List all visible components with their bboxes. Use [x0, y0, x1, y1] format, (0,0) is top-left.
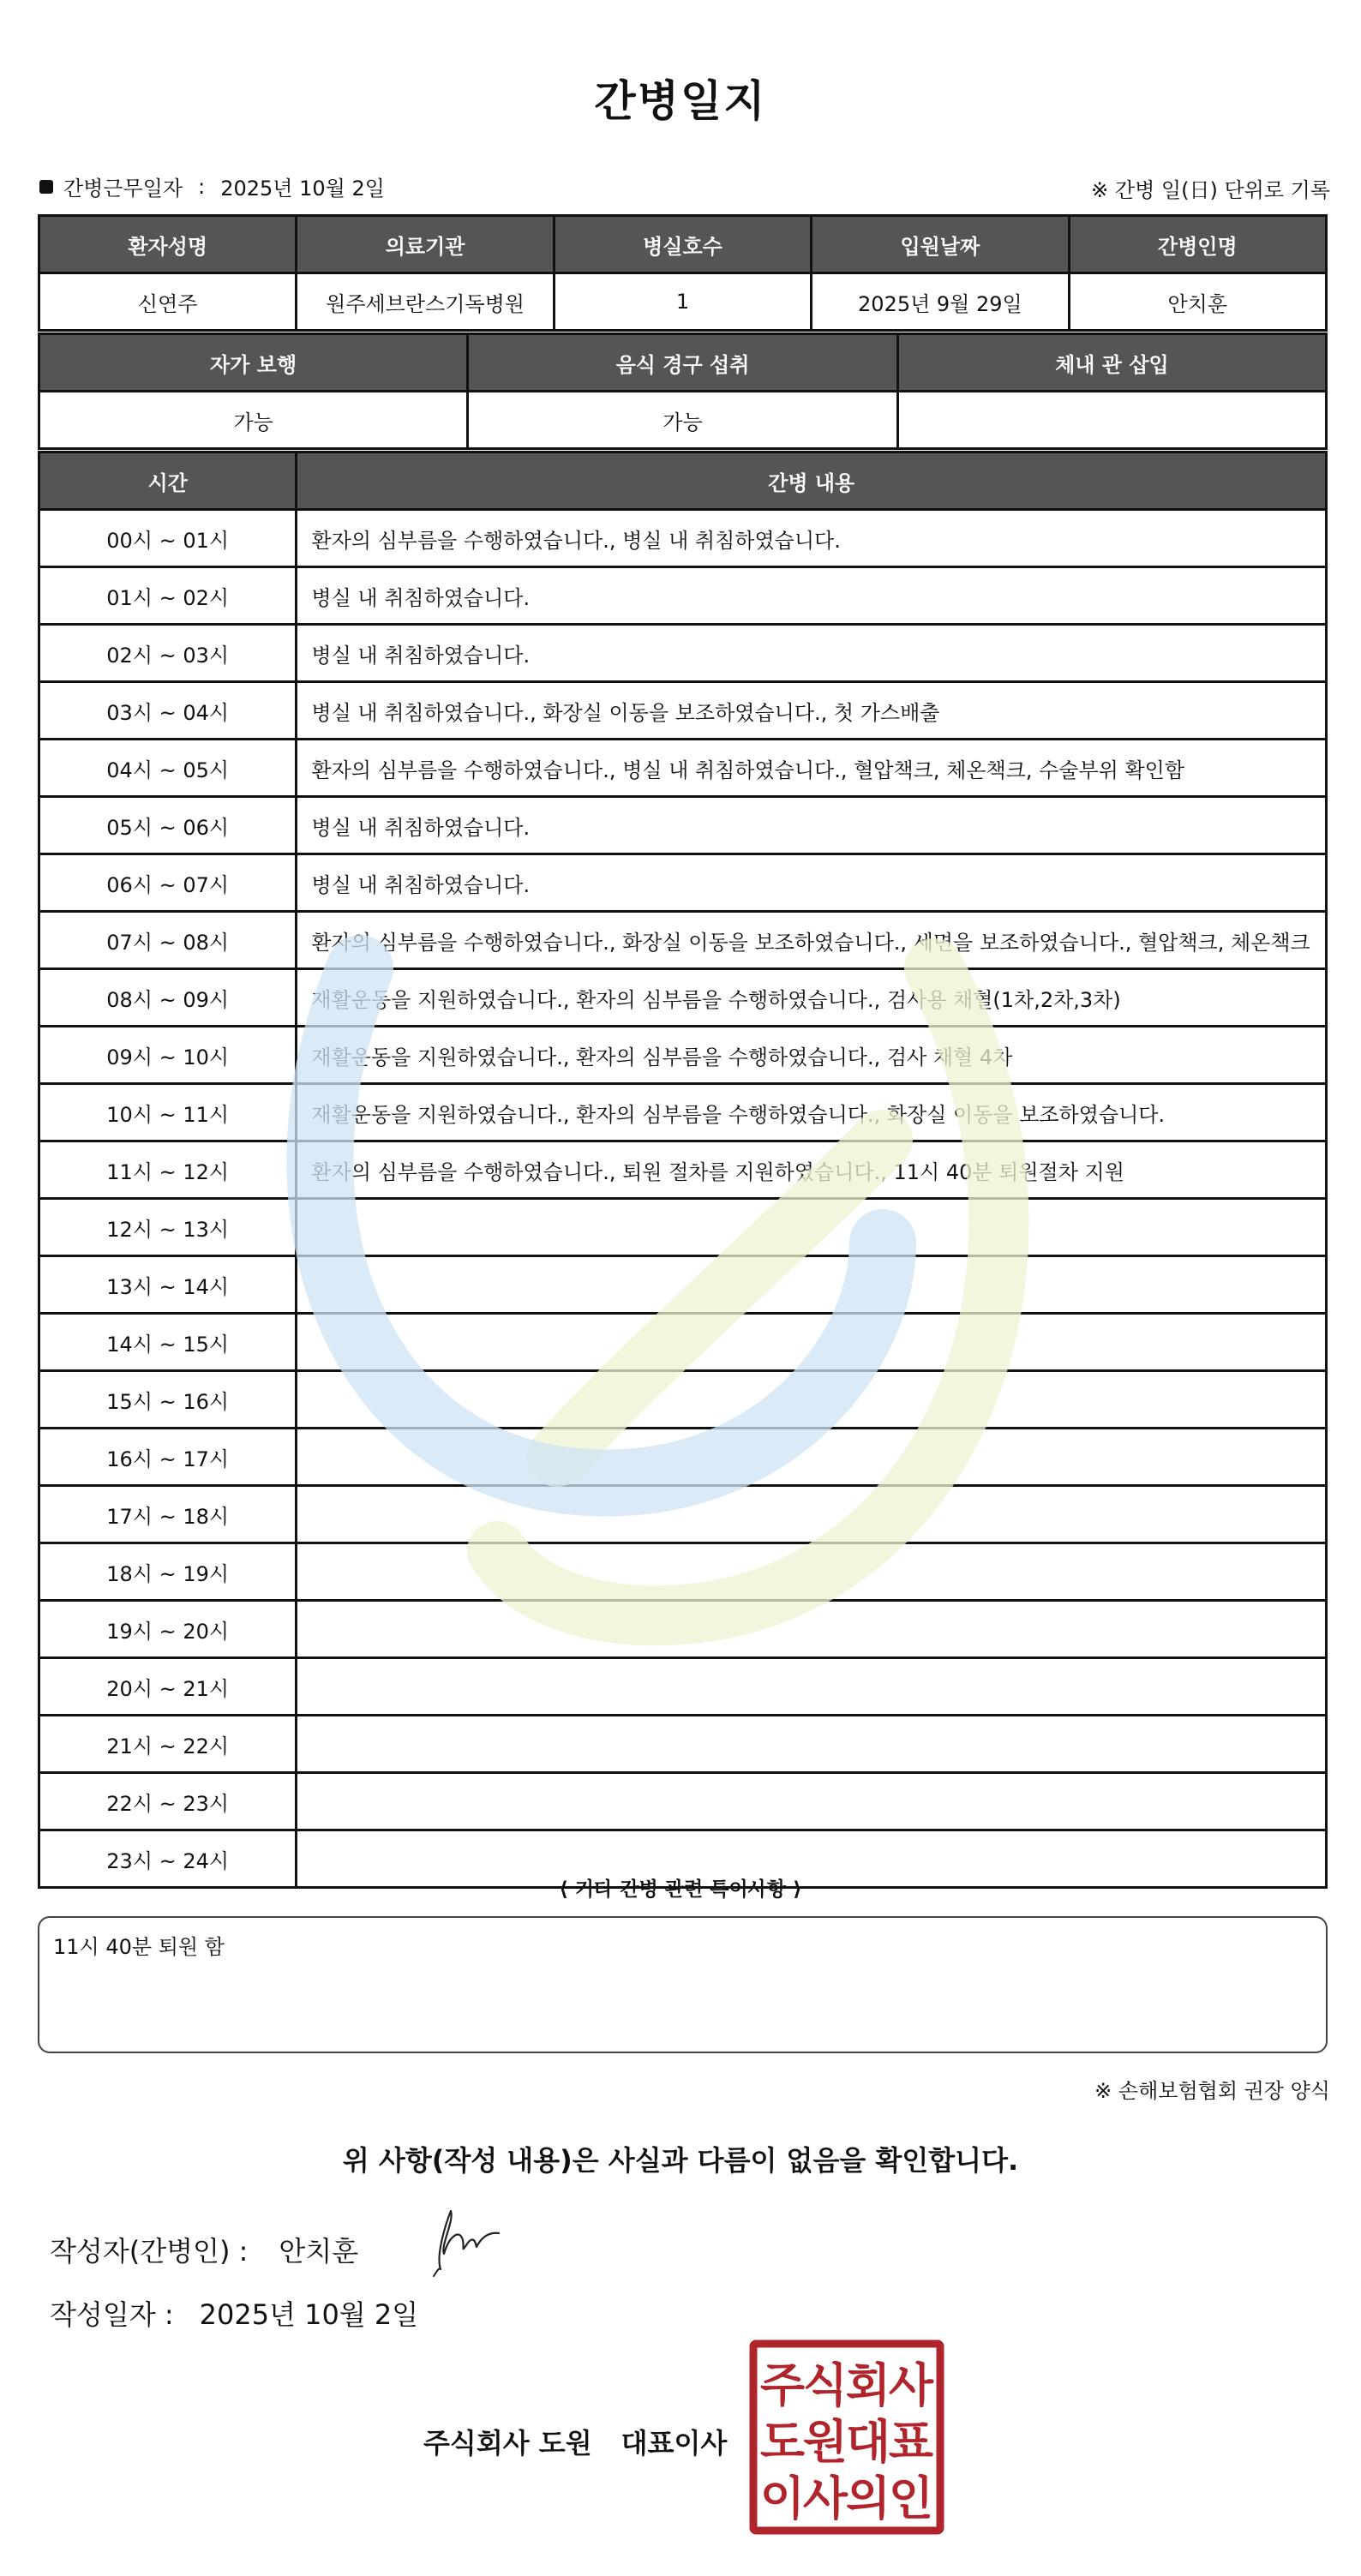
medical-institution: 원주세브란스기독병원	[297, 273, 554, 331]
care-log-time: 14시 ~ 15시	[39, 1314, 297, 1371]
writer-name: 안치훈	[279, 2235, 359, 2267]
care-log-row	[39, 510, 1327, 567]
seal-character: 이	[759, 2471, 806, 2525]
care-log-row	[39, 1543, 1327, 1601]
work-date-row	[39, 171, 385, 201]
admission-date: 2025년 9월 29일	[812, 273, 1069, 331]
form-note: ※ 손해보험협회 권장 양식	[1094, 2079, 1330, 2103]
patient-status-value-row	[39, 392, 1327, 449]
care-log-content	[297, 1256, 1327, 1314]
seal-character: 원	[802, 2415, 848, 2469]
care-log-row	[39, 797, 1327, 854]
care-log-content	[297, 1371, 1327, 1429]
seal-character: 사	[888, 2358, 934, 2412]
care-log-time: 03시 ~ 04시	[39, 682, 297, 740]
care-log-time: 07시 ~ 08시	[39, 912, 297, 969]
company-seal-stamp	[749, 2339, 944, 2535]
care-log-content: 병실 내 취침하였습니다., 화장실 이동을 보조하였습니다., 첫 가스배출	[297, 682, 1327, 740]
seal-character: 인	[888, 2471, 934, 2525]
company-name: 주식회사 도원	[423, 2427, 592, 2459]
care-log-content	[297, 1658, 1327, 1716]
header-care-content: 간병 내용	[297, 452, 1327, 510]
care-log-time: 15시 ~ 16시	[39, 1371, 297, 1429]
care-log-time: 04시 ~ 05시	[39, 740, 297, 797]
patient-info-table	[38, 214, 1328, 332]
patient-status-table	[38, 332, 1328, 450]
company-signature-row	[423, 2422, 727, 2461]
special-notes-title: ⟨ 기타 간병 관련 특이사항 ⟩	[559, 1878, 802, 1901]
care-log-time: 21시 ~ 22시	[39, 1716, 297, 1773]
care-log-time: 18시 ~ 19시	[39, 1543, 297, 1601]
care-log-row	[39, 1199, 1327, 1256]
record-note: ※ 간병 일(日) 단위로 기록	[1091, 178, 1330, 202]
seal-character: 의	[845, 2471, 891, 2525]
care-log-time: 02시 ~ 03시	[39, 625, 297, 682]
care-log-time: 11시 ~ 12시	[39, 1141, 297, 1199]
care-log-row	[39, 1314, 1327, 1371]
header-time: 시간	[39, 452, 297, 510]
header-oral-intake: 음식 경구 섭취	[468, 334, 898, 392]
care-log-row	[39, 1371, 1327, 1429]
care-log-row	[39, 567, 1327, 625]
patient-name: 신연주	[39, 273, 297, 331]
care-log-table	[38, 451, 1328, 1889]
care-log-content	[297, 1199, 1327, 1256]
patient-status-header-row	[39, 334, 1327, 392]
page-title: 간병일지	[594, 76, 767, 126]
care-log-time: 13시 ~ 14시	[39, 1256, 297, 1314]
confirmation-statement: 위 사항(작성 내용)은 사실과 다름이 없음을 확인합니다.	[342, 2144, 1019, 2177]
care-log-content: 병실 내 취침하였습니다.	[297, 797, 1327, 854]
care-log-time: 01시 ~ 02시	[39, 567, 297, 625]
written-date-label: 작성일자 :	[50, 2298, 174, 2331]
header-medical-institution: 의료기관	[297, 216, 554, 273]
company-representative-title: 대표이사	[621, 2427, 728, 2459]
care-log-row	[39, 740, 1327, 797]
care-log-row	[39, 682, 1327, 740]
header-room-number: 병실호수	[554, 216, 811, 273]
work-date-label: 간병근무일자	[63, 177, 183, 201]
seal-character: 회	[845, 2358, 891, 2412]
self-walking-value: 가능	[39, 392, 468, 449]
written-date-value: 2025년 10월 2일	[199, 2298, 419, 2331]
care-log-time: 08시 ~ 09시	[39, 969, 297, 1027]
work-date-value: 2025년 10월 2일	[220, 177, 385, 201]
care-log-time: 00시 ~ 01시	[39, 510, 297, 567]
care-log-header-row	[39, 452, 1327, 510]
seal-character: 사	[802, 2471, 848, 2525]
care-log-content: 환자의 심부름을 수행하였습니다., 화장실 이동을 보조하였습니다., 세면을 보조하였습니다., 혈압책크, 체온책크	[297, 912, 1327, 969]
seal-character: 도	[759, 2415, 806, 2469]
care-log-time: 23시 ~ 24시	[39, 1830, 297, 1888]
care-log-content: 환자의 심부름을 수행하였습니다., 퇴원 절차를 지원하였습니다., 11시 40분 퇴원절차 지원	[297, 1141, 1327, 1199]
work-date-separator: :	[198, 174, 206, 199]
bullet-square-icon	[39, 180, 53, 194]
writer-row	[50, 2230, 358, 2269]
care-log-content: 병실 내 취침하였습니다.	[297, 625, 1327, 682]
care-log-content: 환자의 심부름을 수행하였습니다., 병실 내 취침하였습니다., 혈압책크, 체온책크, 수술부위 확인함	[297, 740, 1327, 797]
special-notes-box: 11시 40분 퇴원 함	[38, 1916, 1328, 2053]
care-log-row	[39, 1084, 1327, 1141]
care-log-row	[39, 1256, 1327, 1314]
care-log-time: 05시 ~ 06시	[39, 797, 297, 854]
room-number: 1	[554, 273, 811, 331]
care-log-time: 09시 ~ 10시	[39, 1027, 297, 1084]
header-tube-insertion: 체내 관 삽입	[897, 334, 1326, 392]
care-log-content	[297, 1601, 1327, 1658]
seal-character: 식	[802, 2358, 848, 2412]
care-log-time: 19시 ~ 20시	[39, 1601, 297, 1658]
oral-intake-value: 가능	[468, 392, 898, 449]
written-date-row	[50, 2293, 418, 2333]
care-log-row	[39, 969, 1327, 1027]
care-log-content: 재활운동을 지원하였습니다., 환자의 심부름을 수행하였습니다., 검사 채혈 4차	[297, 1027, 1327, 1084]
care-log-content: 병실 내 취침하였습니다.	[297, 854, 1327, 912]
care-log-content: 환자의 심부름을 수행하였습니다., 병실 내 취침하였습니다.	[297, 510, 1327, 567]
care-log-row	[39, 1601, 1327, 1658]
care-log-content: 재활운동을 지원하였습니다., 환자의 심부름을 수행하였습니다., 검사용 채혈(1차,2차,3차)	[297, 969, 1327, 1027]
care-log-row	[39, 912, 1327, 969]
care-log-content	[297, 1486, 1327, 1543]
care-log-time: 20시 ~ 21시	[39, 1658, 297, 1716]
care-log-content	[297, 1773, 1327, 1830]
care-log-content	[297, 1543, 1327, 1601]
care-log-content	[297, 1314, 1327, 1371]
care-log-time: 22시 ~ 23시	[39, 1773, 297, 1830]
care-log-time: 10시 ~ 11시	[39, 1084, 297, 1141]
care-log-content	[297, 1429, 1327, 1486]
header-caregiver-name: 간병인명	[1069, 216, 1326, 273]
care-log-row	[39, 1773, 1327, 1830]
writer-label: 작성자(간병인) :	[50, 2235, 249, 2267]
care-log-time: 17시 ~ 18시	[39, 1486, 297, 1543]
care-log-row	[39, 1716, 1327, 1773]
header-patient-name: 환자성명	[39, 216, 297, 273]
header-self-walking: 자가 보행	[39, 334, 468, 392]
care-log-row	[39, 854, 1327, 912]
care-log-row	[39, 1658, 1327, 1716]
care-log-row	[39, 625, 1327, 682]
tube-insertion-value	[897, 392, 1326, 449]
care-log-content: 재활운동을 지원하였습니다., 환자의 심부름을 수행하였습니다., 화장실 이동을 보조하였습니다.	[297, 1084, 1327, 1141]
care-log-row	[39, 1429, 1327, 1486]
seal-character: 대	[845, 2415, 891, 2469]
care-log-time: 06시 ~ 07시	[39, 854, 297, 912]
care-log-time: 12시 ~ 13시	[39, 1199, 297, 1256]
seal-character: 표	[888, 2415, 934, 2469]
caregiver-name: 안치훈	[1069, 273, 1326, 331]
patient-info-value-row	[39, 273, 1327, 331]
care-log-row	[39, 1141, 1327, 1199]
patient-info-header-row	[39, 216, 1327, 273]
care-log-row	[39, 1486, 1327, 1543]
care-log-row	[39, 1027, 1327, 1084]
care-log-content: 병실 내 취침하였습니다.	[297, 567, 1327, 625]
header-admission-date: 입원날짜	[812, 216, 1069, 273]
care-log-content	[297, 1716, 1327, 1773]
seal-character: 주	[759, 2358, 806, 2412]
care-log-body	[39, 510, 1327, 1888]
care-log-time: 16시 ~ 17시	[39, 1429, 297, 1486]
handwritten-signature	[429, 2202, 506, 2279]
